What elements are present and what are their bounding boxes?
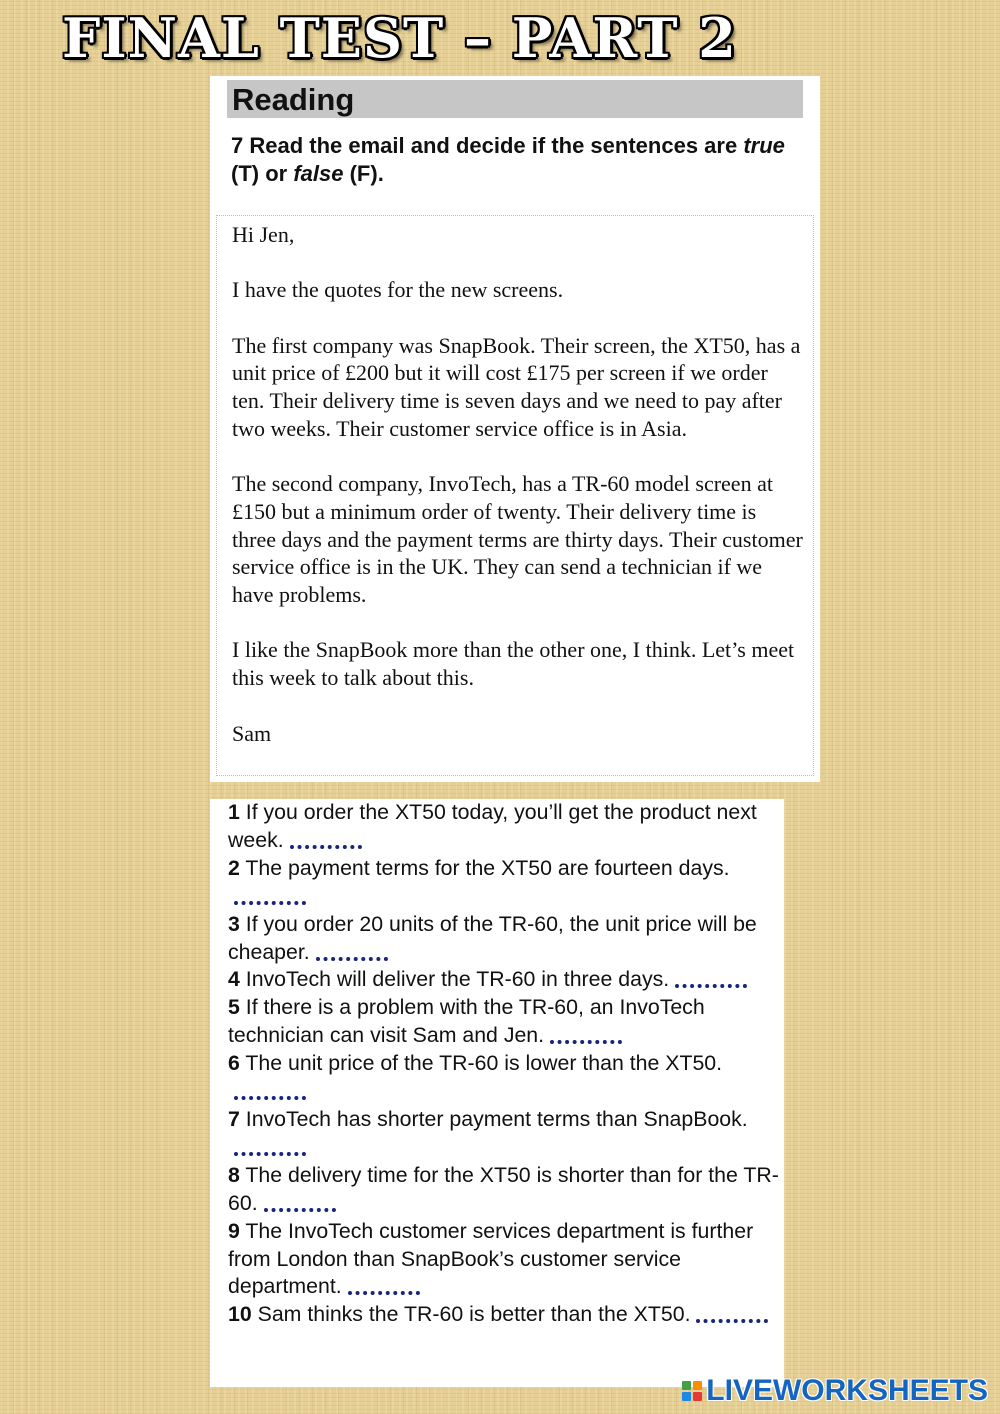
- answer-blank[interactable]: [234, 1142, 306, 1156]
- question-text: InvoTech will deliver the TR-60 in three days.: [239, 967, 670, 992]
- question-number: 4: [228, 967, 240, 992]
- question-item: [228, 1162, 784, 1218]
- question-text: The delivery time for the XT50 is shorter than for the TR-60.: [228, 1162, 779, 1215]
- answer-blank[interactable]: [290, 835, 362, 849]
- question-number: 7: [228, 1106, 240, 1131]
- liveworksheets-brand[interactable]: [682, 1374, 988, 1408]
- question-item: [228, 1218, 784, 1302]
- email-paragraph: I like the SnapBook more than the other one, I think. Let’s meet this week to talk about this.: [232, 637, 795, 691]
- question-item: [228, 966, 784, 994]
- question-text: If you order the XT50 today, you’ll get the product next week.: [228, 800, 757, 852]
- question-text: Sam thinks the TR-60 is better than the XT50.: [251, 1302, 691, 1327]
- email-paragraph: I have the quotes for the new screens.: [232, 277, 564, 303]
- answer-blank[interactable]: [696, 1309, 768, 1323]
- answer-blank[interactable]: [234, 1086, 306, 1100]
- question-text: The payment terms for the XT50 are fourteen days.: [239, 855, 730, 880]
- question-number: 5: [228, 995, 240, 1020]
- question-text: The InvoTech customer services department is further from London than SnapBook’s customer service department.: [228, 1218, 754, 1299]
- email-signature: Sam: [232, 720, 272, 746]
- email-greeting: Hi Jen,: [232, 222, 295, 247]
- instruction-false-abbr: (F).: [343, 161, 384, 186]
- question-item: [228, 1106, 784, 1162]
- answer-blank[interactable]: [675, 974, 747, 988]
- question-item: [228, 1301, 784, 1329]
- question-item: [228, 911, 784, 967]
- question-item: [228, 1050, 784, 1106]
- instruction-true-abbr: (T) or: [231, 161, 294, 186]
- question-text: If you order 20 units of the TR-60, the unit price will be cheaper.: [228, 911, 757, 964]
- answer-blank[interactable]: [316, 947, 388, 961]
- answer-blank[interactable]: [550, 1030, 622, 1044]
- question-text: If there is a problem with the TR-60, an InvoTech technician can visit Sam and Jen.: [228, 995, 705, 1048]
- email-text-box: [216, 215, 814, 776]
- question-number: 8: [228, 1162, 240, 1187]
- question-list: [228, 799, 784, 1329]
- question-number: 3: [228, 911, 240, 936]
- exercise-instruction: [231, 132, 811, 188]
- question-number: 10: [228, 1302, 252, 1327]
- question-text: The unit price of the TR-60 is lower than the XT50.: [239, 1051, 723, 1076]
- question-item: [228, 855, 784, 911]
- question-number: 9: [228, 1218, 240, 1243]
- liveworksheets-logo-icon: [682, 1381, 702, 1401]
- answer-blank[interactable]: [234, 891, 306, 905]
- questions-panel: [210, 799, 784, 1387]
- question-text: InvoTech has shorter payment terms than SnapBook.: [239, 1106, 748, 1131]
- question-item: [228, 799, 784, 855]
- question-number: 2: [228, 855, 240, 880]
- answer-blank[interactable]: [348, 1281, 420, 1295]
- page-title: FINAL TEST – PART 2: [62, 6, 737, 70]
- reading-panel: [210, 76, 820, 782]
- instruction-text: 7 Read the email and decide if the sentences are: [231, 133, 744, 158]
- section-header-reading: Reading: [227, 80, 803, 118]
- instruction-true-word: true: [743, 133, 785, 158]
- email-paragraph: The second company, InvoTech, has a TR-60 model screen at £150 but a minimum order of twenty. Their delivery time is three days and the payment terms are thirty days. Their customer service office is in the UK. They can send a technician if we have problems.: [232, 471, 803, 608]
- question-number: 1: [228, 800, 240, 824]
- brand-name: LIVEWORKSHEETS: [706, 1374, 988, 1407]
- question-item: [228, 994, 784, 1050]
- email-paragraph: The first company was SnapBook. Their screen, the XT50, has a unit price of £200 but it will cost £175 per screen if we order ten. Their delivery time is seven days and we need to pay after two weeks. Their customer service office is in Asia.: [232, 332, 801, 441]
- instruction-false-word: false: [293, 161, 344, 186]
- question-number: 6: [228, 1051, 240, 1076]
- answer-blank[interactable]: [264, 1198, 336, 1212]
